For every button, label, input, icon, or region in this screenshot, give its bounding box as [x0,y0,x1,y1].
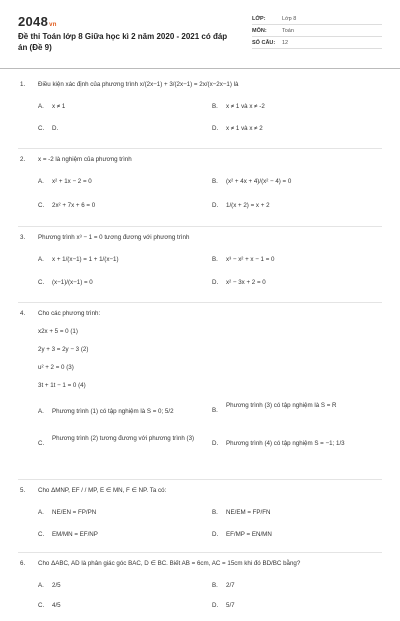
question-list [0,78,400,621]
question-header [0,231,400,245]
option-d[interactable] [212,278,266,288]
option-label: D. [212,202,219,209]
option-d[interactable] [212,601,235,611]
option-b[interactable] [212,102,265,112]
question-header [0,78,400,92]
option-label: B. [212,582,218,589]
meta-value: 12 [282,39,289,46]
page-title: Đề thi Toán lớp 8 Giữa học kì 2 năm 2020 - 2021 có đáp án (Đề 9) [18,32,228,52]
option-text: x² − 3x + 2 = 0 [226,279,266,286]
option-label: D. [212,125,219,132]
meta-row-count [252,37,382,49]
option-label: B. [212,103,218,110]
option-b[interactable] [212,401,382,416]
option-label: B. [212,178,218,185]
divider [18,479,382,480]
option-d[interactable] [212,530,272,540]
option-text: 2/5 [52,582,61,589]
option-text: 1/(x + 2) = x + 2 [226,202,270,209]
question-number: 5. [20,487,26,494]
question-header [0,307,400,321]
option-text: x ≠ 1 và x ≠ 2 [226,125,263,132]
option-a[interactable] [38,102,65,112]
equation-statement: 2y + 3 = 2y − 3 (2) [38,346,89,353]
option-b[interactable] [212,255,275,265]
option-text: 2/7 [226,582,235,589]
meta-key: MÔN: [252,27,267,34]
option-label: D. [212,440,219,447]
option-text: NE/EN = FP/PN [52,509,97,516]
question-text: Điều kiện xác định của phương trình x/(2x−1) + 3/(2x−1) = 2x/(x−2x−1) là [38,81,239,88]
option-text: x ≠ 1 [52,103,66,110]
header-divider [0,68,400,69]
option-label: A. [38,256,44,263]
divider [18,552,382,553]
question-number: 1. [20,81,26,88]
option-label: A. [38,408,44,415]
option-b[interactable] [212,581,235,591]
option-c[interactable] [38,278,93,288]
option-text: EM/MN = EF/NP [52,531,98,538]
option-c[interactable] [38,601,61,611]
equation-statement: u² + 2 = 0 (3) [38,364,74,371]
question-number: 3. [20,234,26,241]
option-label: D. [212,602,219,609]
meta-panel [252,13,382,49]
question-header [0,153,400,167]
question-6 [0,557,400,621]
option-text: x² + 1x − 2 = 0 [52,178,92,185]
meta-key: SỐ CÂU: [252,39,276,46]
option-label: B. [212,407,218,414]
option-text: EF/MP = EN/MN [226,531,272,538]
logo-text: 2048 [18,14,49,29]
option-text: (x−1)/(x−1) = 0 [52,279,93,286]
option-d[interactable] [212,439,345,449]
option-c[interactable] [38,530,98,540]
question-text: Phương trình x³ − 1 = 0 tương đương với phương trình [38,234,190,241]
question-1 [0,78,400,148]
question-2 [0,153,400,226]
option-text: D. [52,125,59,132]
question-4 [0,307,400,479]
question-text: Cho ΔMNP, EF / / MP, E ∈ MN, F ∈ NP. Ta có: [38,487,167,494]
option-a[interactable] [38,581,61,591]
question-header [0,557,400,571]
question-5 [0,484,400,552]
question-text: Cho ΔABC, AD là phân giác góc BAC, D ∈ BC. Biết AB = 6cm, AC = 15cm khi đó BD/BC bằng? [38,560,301,567]
meta-key: LỚP: [252,15,266,22]
question-text: Cho các phương trình: [38,310,101,317]
option-text: x³ − x² + x − 1 = 0 [226,256,275,263]
option-label: C. [38,125,45,132]
option-text: NE/EM = FP/FN [226,509,271,516]
option-a[interactable] [38,255,119,265]
option-text: Phương trình (3) có tập nghiệm là S = R [226,402,337,409]
option-label: C. [38,279,45,286]
option-text: Phương trình (4) có tập nghiệm S = −1; 1/3 [226,440,345,447]
option-a[interactable] [38,177,92,187]
option-d[interactable] [212,201,270,211]
option-label: A. [38,509,44,516]
option-text: 5/7 [226,602,235,609]
option-text: (x² + 4x + 4)/(x² − 4) = 0 [226,178,292,185]
option-text: x + 1/(x−1) = 1 + 1/(x−1) [52,256,119,263]
option-label: A. [38,103,44,110]
option-text: 4/5 [52,602,61,609]
option-label: B. [212,509,218,516]
option-c[interactable] [38,124,58,134]
site-logo[interactable] [18,14,57,29]
option-a[interactable] [38,508,96,518]
option-b[interactable] [212,508,271,518]
option-text: 2x² + 7x + 6 = 0 [52,202,96,209]
option-text: Phương trình (1) có tập nghiệm là S = 0; 5/2 [52,408,174,415]
equation-statement: 3t + 1t − 1 = 0 (4) [38,382,86,389]
question-text: x = -2 là nghiệm của phương trình [38,156,132,163]
divider [18,302,382,303]
question-number: 6. [20,560,26,567]
divider [18,148,382,149]
option-label: A. [38,582,44,589]
option-label: C. [38,531,45,538]
equation-statement: x2x + 5 = 0 (1) [38,328,78,335]
option-label: C. [38,602,45,609]
option-c[interactable] [38,201,95,211]
divider [18,226,382,227]
meta-value: Lớp 8 [282,15,297,22]
option-c[interactable] [38,434,208,449]
option-label: B. [212,256,218,263]
question-number: 4. [20,310,26,317]
meta-row-grade [252,13,382,25]
header [0,0,400,66]
question-number: 2. [20,156,26,163]
option-label: D. [212,531,219,538]
option-a[interactable] [38,407,174,417]
logo-suffix: vn [49,22,57,28]
option-d[interactable] [212,124,263,134]
meta-value: Toán [282,27,294,34]
option-label: C. [38,440,45,447]
option-text: Phương trình (2) tương đương với phương trình (3) [52,435,195,442]
option-label: C. [38,202,45,209]
question-3 [0,231,400,302]
option-label: D. [212,279,219,286]
meta-row-subject [252,25,382,37]
question-header [0,484,400,498]
option-label: A. [38,178,44,185]
option-b[interactable] [212,177,291,187]
option-text: x ≠ 1 và x ≠ -2 [226,103,265,110]
